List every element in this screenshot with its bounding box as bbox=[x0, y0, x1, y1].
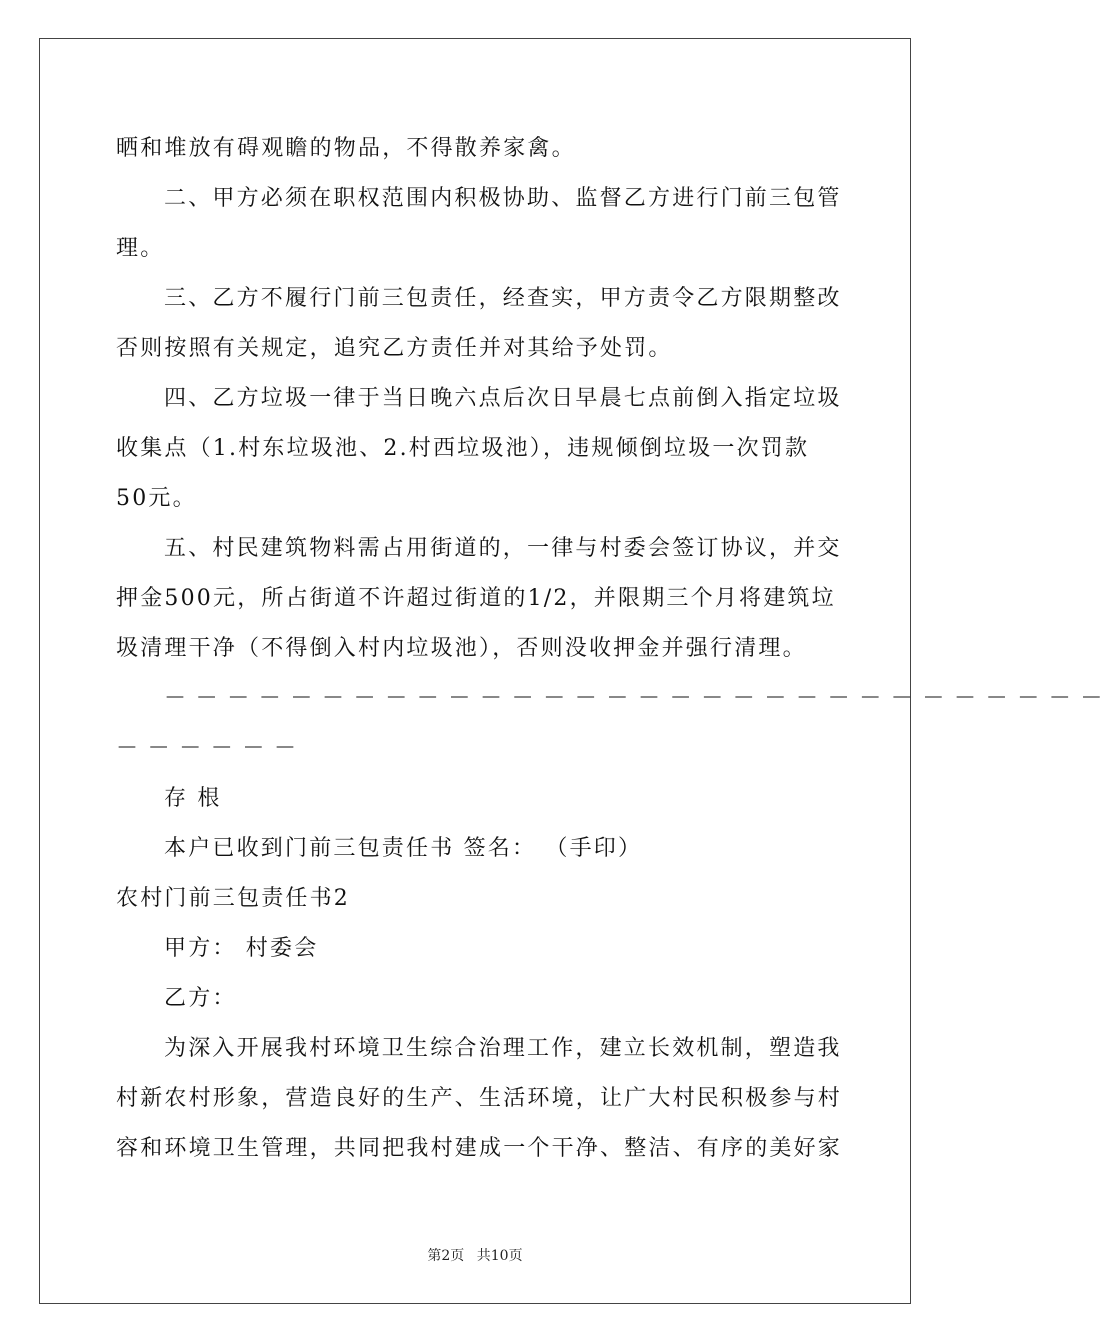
text-line: 收集点（1.村东垃圾池、2.村西垃圾池），违规倾倒垃圾一次罚款 bbox=[116, 436, 810, 461]
party-a: 甲方： 村委会 bbox=[164, 936, 319, 961]
cut-line: －－－－－－－－－－－－－－－－－－－－－－－－－－－－－－ bbox=[164, 686, 1112, 711]
stub-heading: 存 根 bbox=[164, 786, 222, 811]
intro-paragraph: 为深入开展我村环境卫生综合治理工作，建立长效机制，塑造我 bbox=[164, 1036, 842, 1061]
cut-line-continued: －－－－－－ bbox=[116, 736, 306, 761]
section-title: 农村门前三包责任书2 bbox=[116, 886, 350, 911]
page-number: 第2页 bbox=[427, 1248, 465, 1264]
clause-five: 五、村民建筑物料需占用街道的，一律与村委会签订协议，并交 bbox=[164, 536, 842, 561]
page-footer bbox=[0, 1245, 950, 1265]
text-line: 圾清理干净（不得倒入村内垃圾池），否则没收押金并强行清理。 bbox=[116, 636, 807, 661]
text-line: 理。 bbox=[116, 236, 165, 261]
receipt-line: 本户已收到门前三包责任书 签名： （手印） bbox=[164, 836, 643, 861]
clause-four: 四、乙方垃圾一律于当日晚六点后次日早晨七点前倒入指定垃圾 bbox=[164, 386, 842, 411]
text-line: 50元。 bbox=[116, 486, 197, 511]
party-b: 乙方： bbox=[164, 986, 237, 1011]
page-total: 共10页 bbox=[476, 1248, 523, 1264]
clause-two: 二、甲方必须在职权范围内积极协助、监督乙方进行门前三包管 bbox=[164, 186, 842, 211]
text-line: 村新农村形象，营造良好的生产、生活环境，让广大村民积极参与村 bbox=[116, 1086, 843, 1111]
text-line: 否则按照有关规定，追究乙方责任并对其给予处罚。 bbox=[116, 336, 673, 361]
text-line: 押金500元，所占街道不许超过街道的1/2，并限期三个月将建筑垃 bbox=[116, 586, 836, 611]
text-line: 容和环境卫生管理，共同把我村建成一个干净、整洁、有序的美好家 bbox=[116, 1136, 843, 1161]
clause-three: 三、乙方不履行门前三包责任，经查实，甲方责令乙方限期整改 bbox=[164, 286, 842, 311]
document-body bbox=[116, 124, 1112, 1174]
text-line: 晒和堆放有碍观瞻的物品，不得散养家禽。 bbox=[116, 136, 576, 161]
